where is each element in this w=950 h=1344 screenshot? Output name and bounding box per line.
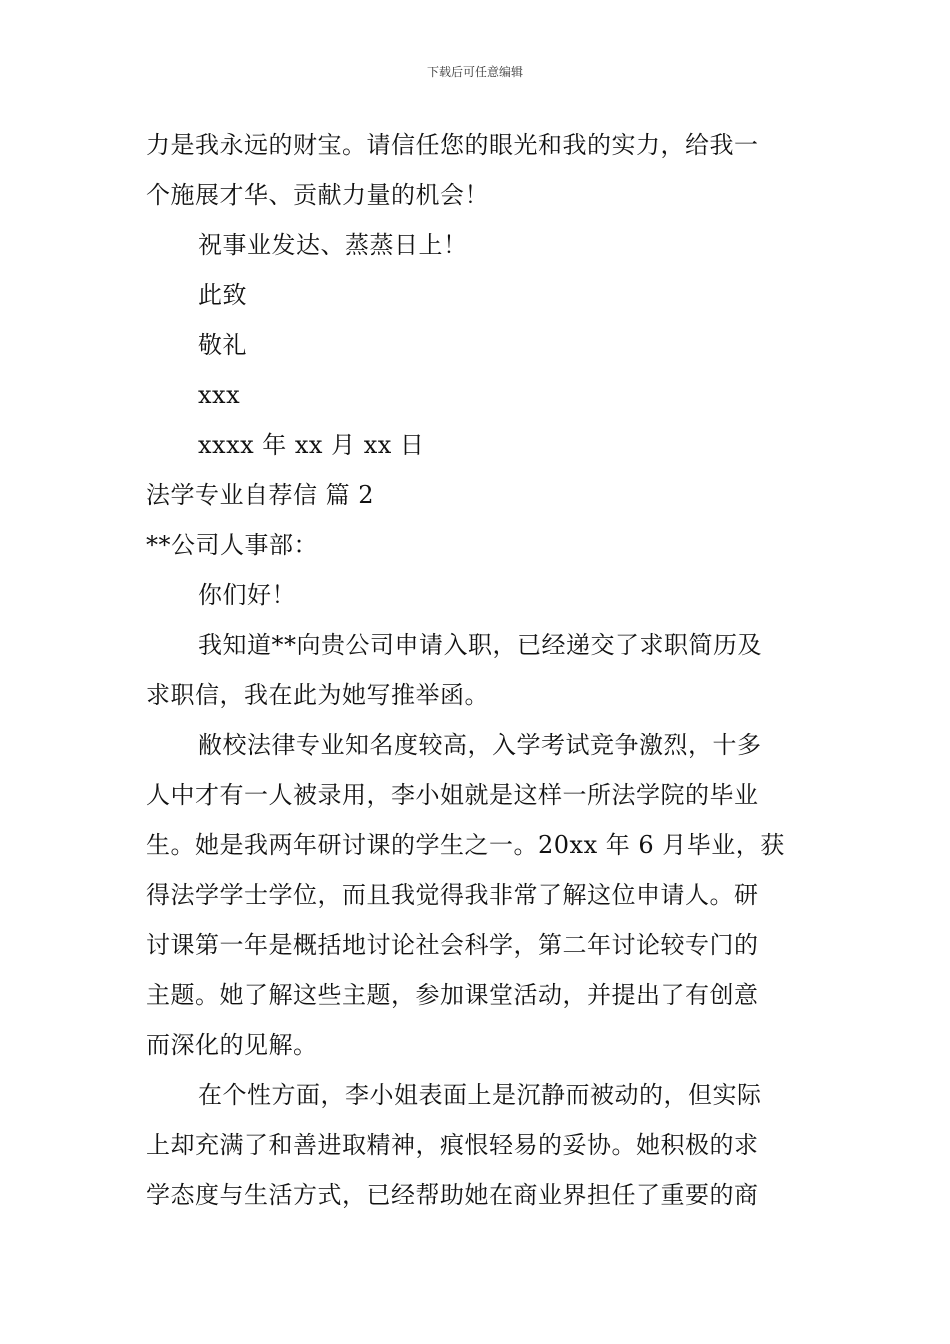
signature-date: xxxx 年 xx 月 xx 日	[198, 431, 425, 459]
paragraph-line: 人中才有一人被录用，李小姐就是这样一所法学院的毕业	[146, 781, 759, 809]
paragraph-line: 学态度与生活方式，已经帮助她在商业界担任了重要的商	[146, 1181, 759, 1209]
paragraph-line: 生。她是我两年研讨课的学生之一。20xx 年 6 月毕业，获	[146, 831, 785, 859]
letter-greeting: 你们好！	[198, 581, 296, 609]
paragraph-line: 在个性方面，李小姐表面上是沉静而被动的，但实际	[198, 1081, 762, 1109]
paragraph-line: 我知道**向贵公司申请入职，已经递交了求职简历及	[198, 631, 762, 659]
paragraph-line: 敝校法律专业知名度较高，入学考试竞争激烈，十多	[198, 731, 762, 759]
letter-recipient: **公司人事部：	[146, 531, 318, 559]
paragraph-line: 而深化的见解。	[146, 1031, 318, 1059]
section-title: 法学专业自荐信 篇 2	[146, 481, 375, 509]
paragraph-line: 上却充满了和善进取精神，痕恨轻易的妥协。她积极的求	[146, 1131, 759, 1159]
signature-name: xxx	[198, 381, 241, 409]
salutation-jingli: 敬礼	[198, 331, 247, 359]
paragraph-line: 个施展才华、贡献力量的机会！	[146, 181, 489, 209]
closing-wish: 祝事业发达、蒸蒸日上！	[198, 231, 468, 259]
paragraph-line: 力是我永远的财宝。请信任您的眼光和我的实力，给我一	[146, 131, 759, 159]
paragraph-line: 主题。她了解这些主题，参加课堂活动，并提出了有创意	[146, 981, 759, 1009]
page-header-note: 下载后可任意编辑	[426, 65, 523, 79]
paragraph-line: 求职信，我在此为她写推举函。	[146, 681, 489, 709]
paragraph-line: 讨课第一年是概括地讨论社会科学，第二年讨论较专门的	[146, 931, 759, 959]
document-body	[146, 124, 810, 1224]
paragraph-line: 得法学学士学位，而且我觉得我非常了解这位申请人。研	[146, 881, 759, 909]
salutation-cizhi: 此致	[198, 281, 247, 309]
